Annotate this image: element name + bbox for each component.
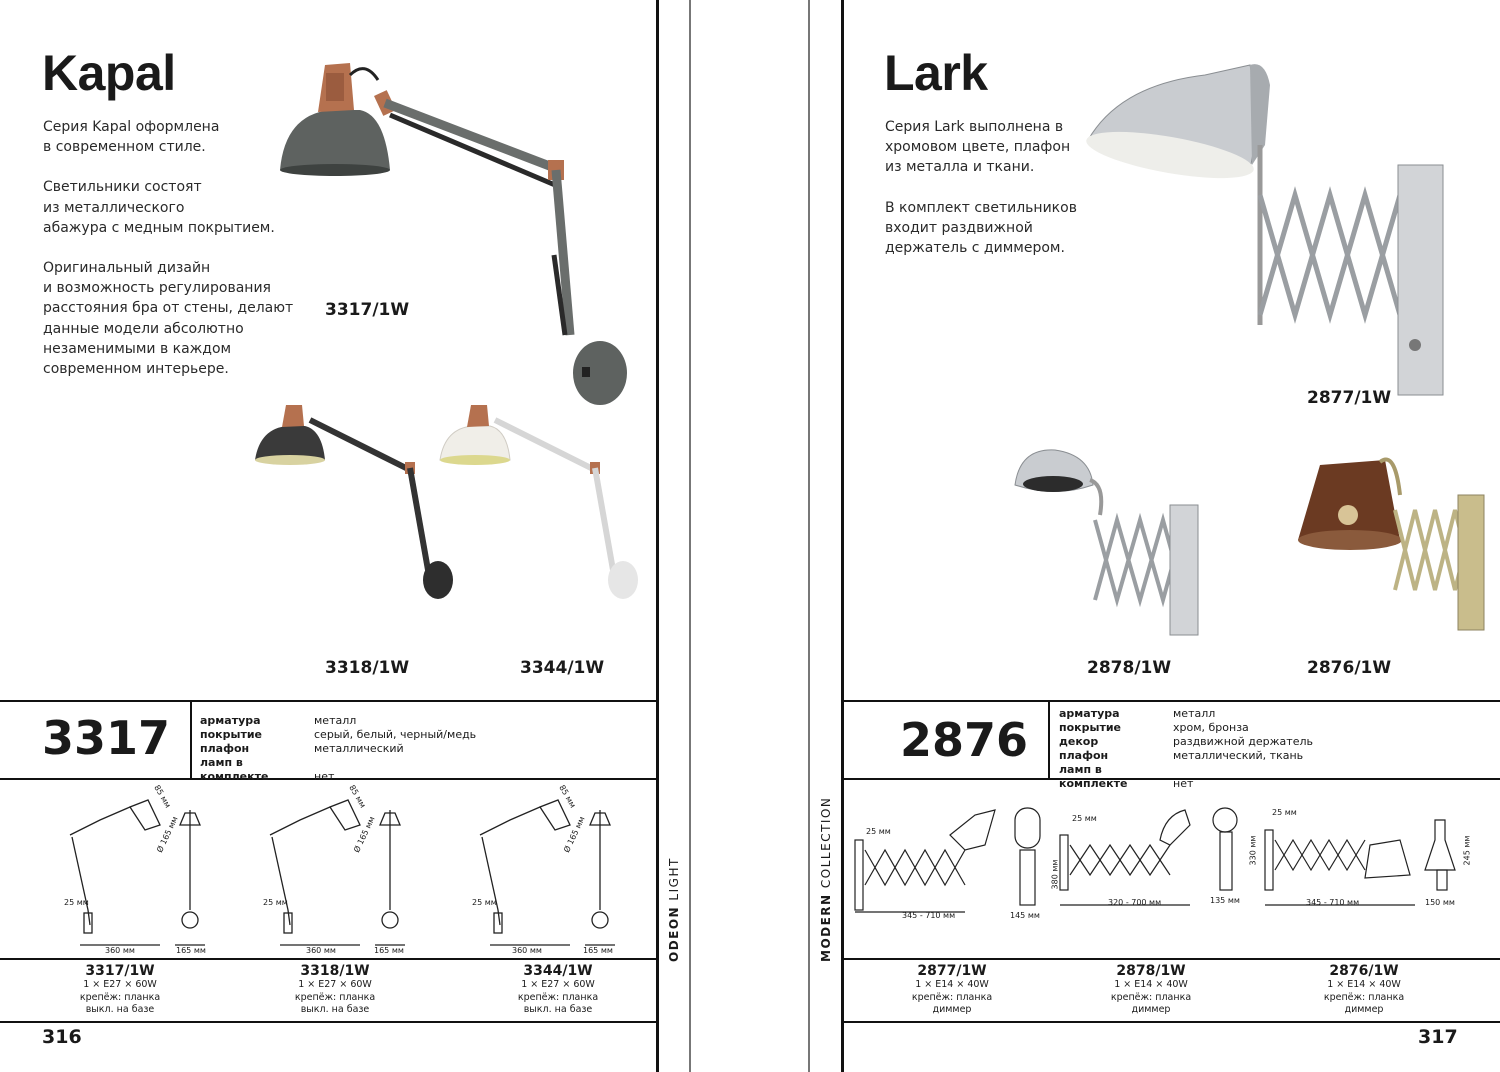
dim-label: 25 мм — [1272, 808, 1297, 817]
gutter-line-1 — [656, 0, 659, 1072]
right-page-number: 317 — [1418, 1026, 1458, 1048]
photo-label-3317: 3317/1W — [325, 300, 410, 320]
dim-label: 320 - 700 мм — [1108, 898, 1162, 907]
dim-label: 360 мм — [512, 946, 542, 955]
left-series-title: Kapal — [42, 45, 176, 101]
left-models-top-rule — [0, 958, 658, 960]
right-spec-table — [1059, 707, 1313, 791]
right-model-2878: 2878/1W 1 × E14 × 40W крепёж: планка диммер — [1110, 963, 1192, 1015]
spec-row: плафон металлический — [200, 742, 404, 755]
dim-label: 245 мм — [1462, 835, 1472, 866]
dim-label: 330 мм — [1248, 835, 1258, 866]
gutter-line-2 — [689, 0, 691, 1072]
photo-label-2876: 2876/1W — [1307, 658, 1392, 678]
dim-label: Ø 165 мм — [352, 815, 377, 854]
dim-label: 360 мм — [105, 946, 135, 955]
left-intro — [43, 117, 303, 399]
lamp-3317-shade — [280, 63, 390, 176]
left-model-3317: 3317/1W 1 × E27 × 60W крепёж: планка выкл. на базе — [79, 963, 161, 1015]
dim-label: 135 мм — [1210, 896, 1240, 905]
gutter-line-4 — [841, 0, 844, 1072]
right-intro-p1: Серия Lark выполнена в хромовом цвете, плафон из металла и ткани. — [885, 119, 1071, 176]
right-model-2876: 2876/1W 1 × E14 × 40W крепёж: планка диммер — [1323, 963, 1405, 1015]
right-spec-divider — [1048, 702, 1050, 778]
photo-label-3318: 3318/1W — [325, 658, 410, 678]
dim-label: 85 мм — [152, 783, 173, 810]
right-models-top-rule — [843, 958, 1500, 960]
photo-label-3344: 3344/1W — [520, 658, 605, 678]
left-intro-p3: Оригинальный дизайн и возможность регулирования расстояния бра от стены, делают данные модели абсолютно незаменимыми в каждом современном интерьере. — [43, 260, 294, 378]
left-page-number: 316 — [42, 1026, 82, 1048]
photo-label-2878: 2878/1W — [1087, 658, 1172, 678]
drawing-2877 — [855, 800, 1050, 925]
lamp-photo-3317 — [270, 55, 650, 415]
left-spec-table — [200, 714, 476, 784]
left-intro-p1: Серия Kapal оформлена в современном стиле. — [43, 119, 220, 156]
spec-row: покрытие серый, белый, черный/медь — [200, 728, 477, 741]
right-intro-p2: В комплект светильников входит раздвижной держатель с диммером. — [885, 199, 1077, 257]
right-collection-number: 2876 — [900, 713, 1029, 767]
left-model-3318: 3318/1W 1 × E27 × 60W крепёж: планка выкл. на базе — [294, 963, 376, 1015]
dim-label: 25 мм — [263, 898, 288, 907]
spec-row: ламп в комплекте нет — [1059, 763, 1194, 790]
spec-row: арматура металл — [200, 714, 357, 727]
dim-label: 165 мм — [176, 946, 206, 955]
dim-label: 360 мм — [306, 946, 336, 955]
photo-label-2877: 2877/1W — [1307, 388, 1392, 408]
dim-label: 165 мм — [374, 946, 404, 955]
left-spec-top-rule — [0, 700, 658, 702]
right-model-2877: 2877/1W 1 × E14 × 40W крепёж: планка диммер — [911, 963, 993, 1015]
dim-label: 25 мм — [866, 827, 891, 836]
right-spec-top-rule — [843, 700, 1500, 702]
lamp-photo-2876 — [1290, 450, 1490, 635]
spec-row: плафон металлический, ткань — [1059, 749, 1304, 762]
spec-row: декор раздвижной держатель — [1059, 735, 1313, 748]
drawing-3344 — [470, 785, 630, 955]
left-footer-rule — [0, 1021, 658, 1023]
dim-label: 345 - 710 мм — [902, 911, 956, 920]
dim-label: Ø 165 мм — [562, 815, 587, 854]
spine-collection: MODERN COLLECTION — [819, 796, 833, 962]
left-intro-p2: Светильники состоят из металлического абажура с медным покрытием. — [43, 179, 275, 236]
dim-label: 85 мм — [557, 783, 578, 810]
dim-label: 25 мм — [64, 898, 89, 907]
lamp-photo-3318 — [250, 400, 460, 610]
right-series-title: Lark — [884, 45, 988, 101]
dim-label: 85 мм — [347, 783, 368, 810]
spine-brand: ODEON LIGHT — [667, 857, 681, 962]
gutter-line-3 — [808, 0, 810, 1072]
dim-label: Ø 165 мм — [155, 815, 180, 854]
dim-label: 380 мм — [1050, 859, 1060, 890]
drawing-3317 — [60, 785, 220, 955]
lamp-photo-2877 — [1080, 55, 1470, 405]
dim-label: 165 мм — [583, 946, 613, 955]
left-model-3344: 3344/1W 1 × E27 × 60W крепёж: планка выкл. на базе — [517, 963, 599, 1015]
left-collection-number: 3317 — [42, 711, 171, 765]
left-spec-divider — [190, 702, 192, 778]
lamp-photo-2878 — [1005, 440, 1215, 640]
dim-label: 25 мм — [1072, 814, 1097, 823]
dim-label: 145 мм — [1010, 911, 1040, 920]
spec-row: ламп в комплекте нет — [200, 756, 335, 783]
dim-label: 345 - 710 мм — [1306, 898, 1360, 907]
dim-label: 25 мм — [472, 898, 497, 907]
dim-label: 150 мм — [1425, 898, 1455, 907]
spec-row: покрытие хром, бронза — [1059, 721, 1249, 734]
spec-row: арматура металл — [1059, 707, 1216, 720]
drawing-3318 — [260, 785, 420, 955]
right-footer-rule — [843, 1021, 1500, 1023]
lamp-photo-3344 — [435, 400, 645, 610]
